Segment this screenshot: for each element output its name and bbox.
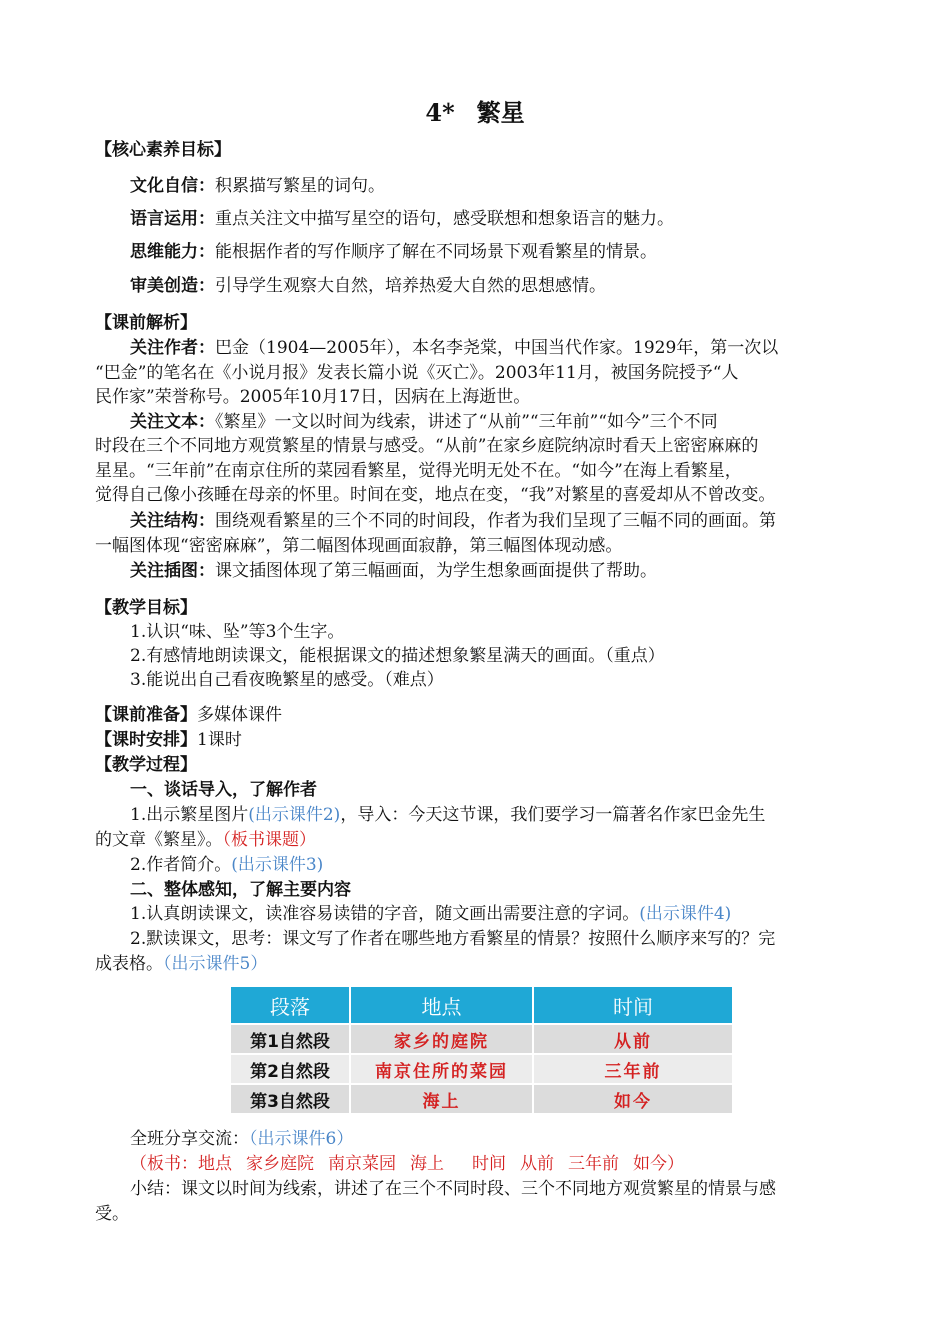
table-row [230, 1054, 733, 1084]
lesson-number: 4* [425, 98, 455, 127]
table-cell: 家乡的庭院 [350, 1024, 533, 1054]
table-cell: 从前 [533, 1024, 733, 1054]
hours-line: 【课时安排】1课时 [95, 730, 242, 750]
author-paragraph-line: “巴金”的笔名在《小说月报》发表长篇小说《灭亡》。2003年11月，被国务院授予“人 [95, 363, 739, 383]
structure-line: 一幅图体现“密密麻麻”，第二幅图体现画面寂静，第三幅图体现动感。 [95, 536, 623, 556]
table-cell: 如今 [533, 1084, 733, 1114]
board-line: （板书：地点 家乡庭院 南京菜园 海上 时间 从前 三年前 如今） [130, 1154, 684, 1174]
part1-step1: 1.出示繁星图片(出示课件2)，导入：今天这节课，我们要学习一篇著名作家巴金先生 [130, 805, 766, 825]
table-header: 时间 [533, 986, 733, 1024]
author-paragraph-line: 民作家”荣誉称号。2005年10月17日，因病在上海逝世。 [95, 387, 531, 407]
goal-item: 2.有感情地朗读课文，能根据课文的描述想象繁星满天的画面。（重点） [130, 646, 665, 666]
core-item: 语言运用：重点关注文中描写星空的语句，感受联想和想象语言的魅力。 [130, 209, 674, 229]
part1-heading: 一、谈话导入，了解作者 [130, 780, 317, 800]
table-cell: 海上 [350, 1084, 533, 1114]
summary-line: 小结：课文以时间为线索，讲述了在三个不同时段、三个不同地方观赏繁星的情景与感 [130, 1179, 776, 1199]
core-item: 审美创造：引导学生观察大自然，培养热爱大自然的思想感情。 [130, 276, 606, 296]
text-focus-paragraph: 关注文本：《繁星》一文以时间为线索，讲述了“从前”“三年前”“如今”三个不同 [130, 412, 718, 432]
table-cell: 第2自然段 [230, 1054, 350, 1084]
goal-item: 1.认识“味、坠”等3个生字。 [130, 622, 345, 642]
illustration-paragraph: 关注插图：课文插图体现了第三幅画面，为学生想象画面提供了帮助。 [130, 561, 657, 581]
author-paragraph: 关注作者：巴金（1904—2005年），本名李尧棠，中国当代作家。1929年，第一次以 [130, 338, 779, 358]
goal-item: 3.能说出自己看夜晚繁星的感受。（难点） [130, 670, 444, 690]
section-process-heading: 【教学过程】 [95, 755, 197, 775]
table-row [230, 1024, 733, 1054]
page-title [0, 98, 950, 128]
core-item: 文化自信：积累描写繁星的词句。 [130, 176, 385, 196]
section-core-heading: 【核心素养目标】 [95, 140, 231, 160]
part2-step2-cont: 成表格。（出示课件5） [95, 954, 268, 974]
lesson-title: 繁星 [476, 98, 525, 127]
part1-step2: 2.作者简介。(出示课件3) [130, 855, 324, 875]
structure-paragraph: 关注结构：围绕观看繁星的三个不同的时间段，作者为我们呈现了三幅不同的画面。第 [130, 511, 776, 531]
prep-line: 【课前准备】多媒体课件 [95, 705, 282, 725]
summary-line-cont: 受。 [95, 1204, 129, 1224]
part2-step2: 2.默读课文，思考：课文写了作者在哪些地方看繁星的情景？按照什么顺序来写的？完 [130, 929, 776, 949]
table-cell: 第3自然段 [230, 1084, 350, 1114]
section-analysis-heading: 【课前解析】 [95, 313, 197, 333]
part2-step1: 1.认真朗读课文，读准容易读错的字音，随文画出需要注意的字词。(出示课件4) [130, 904, 732, 924]
table-header-row [230, 986, 733, 1024]
part2-heading: 二、整体感知，了解主要内容 [130, 880, 351, 900]
stars-table [229, 985, 734, 1115]
table-header: 地点 [350, 986, 533, 1024]
table-cell: 南京住所的菜园 [350, 1054, 533, 1084]
core-item: 思维能力：能根据作者的写作顺序了解在不同场景下观看繁星的情景。 [130, 242, 657, 262]
share-line: 全班分享交流：（出示课件6） [130, 1129, 354, 1149]
table-cell: 三年前 [533, 1054, 733, 1084]
text-focus-line: 时段在三个不同地方观赏繁星的情景与感受。“从前”在家乡庭院纳凉时看天上密密麻麻的 [95, 436, 759, 456]
table-header: 段落 [230, 986, 350, 1024]
table-row [230, 1084, 733, 1114]
text-focus-line: 觉得自己像小孩睡在母亲的怀里。时间在变，地点在变，“我”对繁星的喜爱却从不曾改变。 [95, 485, 776, 505]
part1-step1-cont: 的文章《繁星》。（板书课题） [95, 830, 316, 850]
text-focus-line: 星星。“三年前”在南京住所的菜园看繁星，觉得光明无处不在。“如今”在海上看繁星， [95, 461, 742, 481]
section-goals-heading: 【教学目标】 [95, 598, 197, 618]
table-cell: 第1自然段 [230, 1024, 350, 1054]
